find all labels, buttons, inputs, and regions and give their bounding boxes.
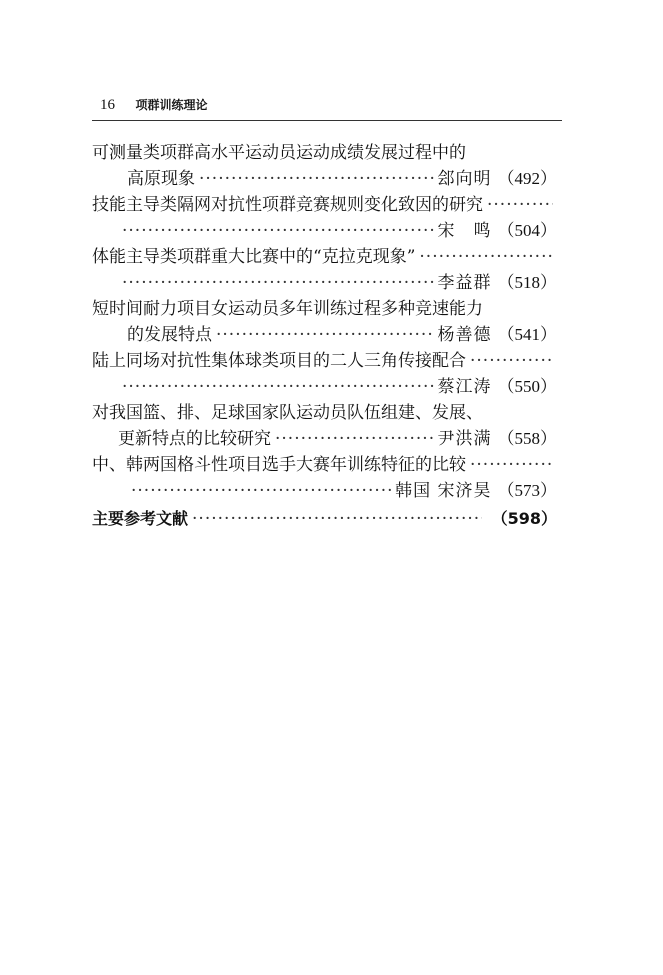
dot-leader: [122, 270, 434, 296]
toc-page: （518）: [497, 273, 557, 292]
toc-page: （504）: [497, 221, 557, 240]
toc-entry-title-cont: 高原现象: [127, 169, 195, 189]
toc-entry-title: 对我国篮、排、足球国家队运动员队伍组建、发展、: [92, 403, 483, 423]
toc-author: 宋 鸣: [437, 221, 492, 241]
toc-entry-title: 体能主导类项群重大比赛中的“克拉克现象”: [92, 247, 416, 267]
toc-page: （541）: [497, 325, 557, 344]
toc-entry-title-cont: 更新特点的比较研究: [118, 429, 271, 449]
toc-entry-3-line-1: [92, 244, 557, 270]
dot-leader: [470, 452, 553, 478]
toc-entry-5-line-1: [92, 348, 557, 374]
references-page: （598）: [491, 509, 557, 528]
toc-entry-title-cont: 的发展特点: [127, 325, 212, 345]
toc-entry-4-line-2: [127, 322, 557, 348]
toc-entry-5-line-2: [118, 374, 557, 400]
book-title: 项群训练理论: [135, 98, 208, 112]
running-header: [100, 96, 207, 114]
toc-page: （550）: [497, 377, 557, 396]
page-number: 16: [100, 97, 115, 113]
toc-references: [92, 506, 557, 532]
toc-entry-title: 可测量类项群高水平运动员运动成绩发展过程中的: [92, 143, 466, 163]
toc-author: 韩国 宋济昊: [395, 481, 492, 501]
toc-entry-1-line-1: [92, 140, 466, 166]
toc-entry-1-line-2: [127, 166, 557, 192]
toc-author: 尹洪满: [437, 429, 492, 449]
toc-entry-title: 陆上同场对抗性集体球类项目的二人三角传接配合: [92, 351, 466, 371]
dot-leader: [216, 322, 434, 348]
toc-page: （573）: [497, 481, 557, 500]
toc-author: 蔡江涛: [437, 377, 492, 397]
dot-leader: [419, 244, 553, 270]
toc-entry-6-line-1: [92, 400, 483, 426]
dot-leader: [131, 478, 391, 504]
toc-entry-title: 短时间耐力项目女运动员多年训练过程多种竞速能力: [92, 299, 483, 319]
toc-entry-2-line-1: [92, 192, 557, 218]
toc-entry-7-line-1: [92, 452, 557, 478]
toc-entry-7-line-2: [127, 478, 557, 504]
dot-leader: [199, 166, 434, 192]
toc-entry-2-line-2: [118, 218, 557, 244]
toc-author: 杨善德: [437, 325, 492, 345]
dot-leader: [275, 426, 434, 452]
toc-entry-6-line-2: [118, 426, 557, 452]
header-rule: [92, 120, 562, 121]
toc-page: （492）: [497, 169, 557, 188]
dot-leader: [470, 348, 553, 374]
dot-leader: [122, 218, 434, 244]
dot-leader: [122, 374, 434, 400]
toc-page: （558）: [497, 429, 557, 448]
dot-leader: [192, 506, 482, 532]
toc-author: 郐向明: [437, 169, 492, 189]
toc-entry-title: 技能主导类隔网对抗性项群竞赛规则变化致因的研究: [92, 195, 483, 215]
toc-author: 李益群: [437, 273, 492, 293]
dot-leader: [487, 192, 553, 218]
toc-entry-4-line-1: [92, 296, 483, 322]
toc-entry-3-line-2: [118, 270, 557, 296]
references-title: 主要参考文献: [92, 509, 189, 528]
toc-entry-title: 中、韩两国格斗性项目选手大赛年训练特征的比较: [92, 455, 466, 475]
